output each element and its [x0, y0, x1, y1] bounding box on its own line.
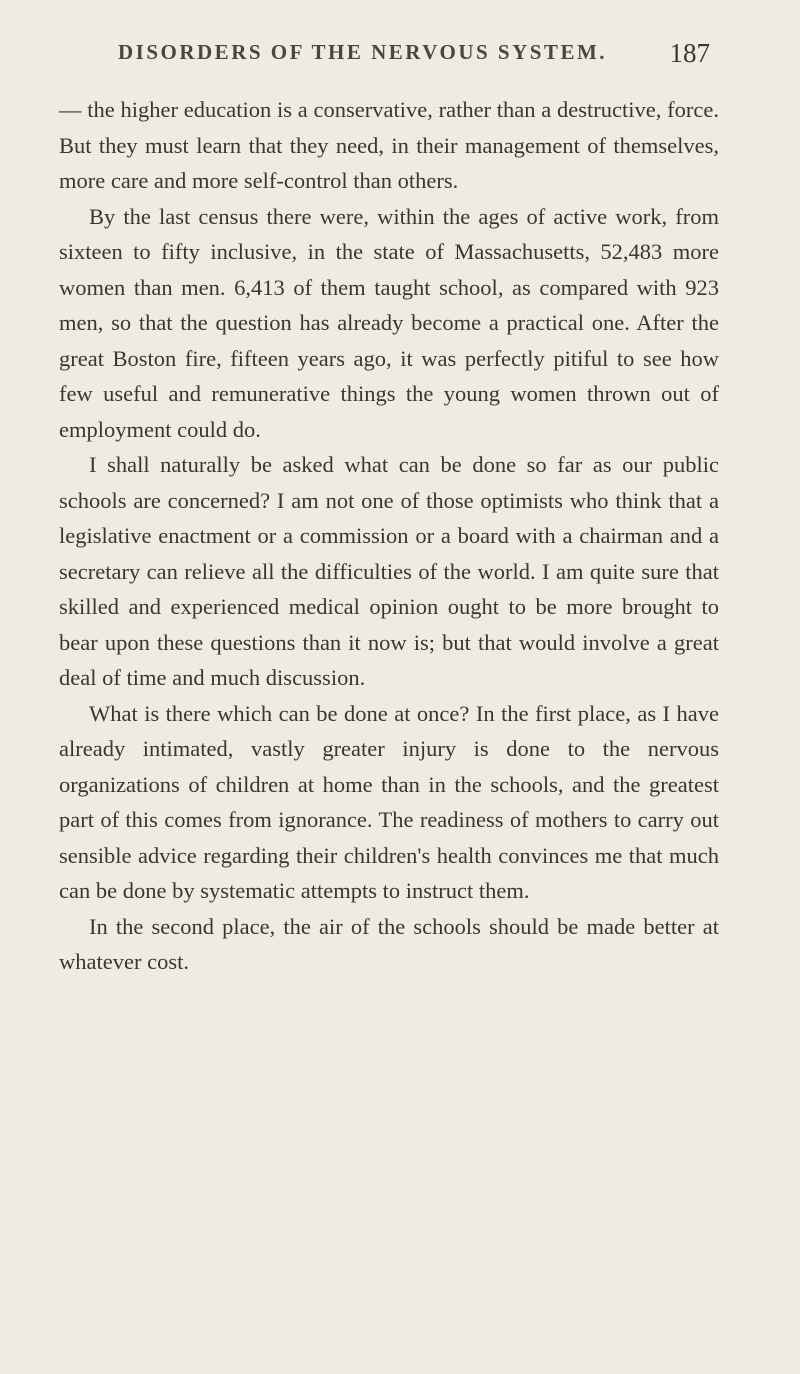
running-title: DISORDERS OF THE NERVOUS SYSTEM.: [118, 40, 608, 64]
paragraph-1: — the higher education is a conservative, rather than a destructive, force. But they must learn that they need, in their management of themselves, more care and more self-control than others.: [59, 97, 719, 193]
page-number: 187: [669, 38, 710, 68]
paragraph-5: In the second place, the air of the schools should be made better at whatever cost.: [59, 913, 719, 974]
paragraph-4: What is there which can be done at once? In the first place, as I have already intimated, vastly greater injury is done to the nervous organizations of children at home than in the schools, and the greatest part of this comes from ignorance. The readiness of mothers to carry out sensible advice regarding their children's health convinces me that much can be done by systematic attempts to instruct them.: [59, 700, 719, 903]
paragraph-3: I shall naturally be asked what can be done so far as our public schools are concerned? I am not one of those optimists who think that a legislative enactment or a commission or a board with a chairman and a secretary can relieve all the difficulties of the world. I am quite sure that skilled and experienced medical opinion ought to be more brought to bear upon these questions than it now is; but that would involve a great deal of time and much discussion.: [59, 452, 719, 690]
running-head: [118, 38, 710, 74]
paragraph-2: By the last census there were, within the ages of active work, from sixteen to fifty inclusive, in the state of Massachusetts, 52,483 more women than men. 6,413 of them taught school, as compared with 923 men, so that the question has already become a practical one. After the great Boston fire, fifteen years ago, it was perfectly pitiful to see how few useful and remunerative things the young women thrown out of employment could do.: [59, 203, 719, 442]
body-text: [59, 92, 719, 980]
